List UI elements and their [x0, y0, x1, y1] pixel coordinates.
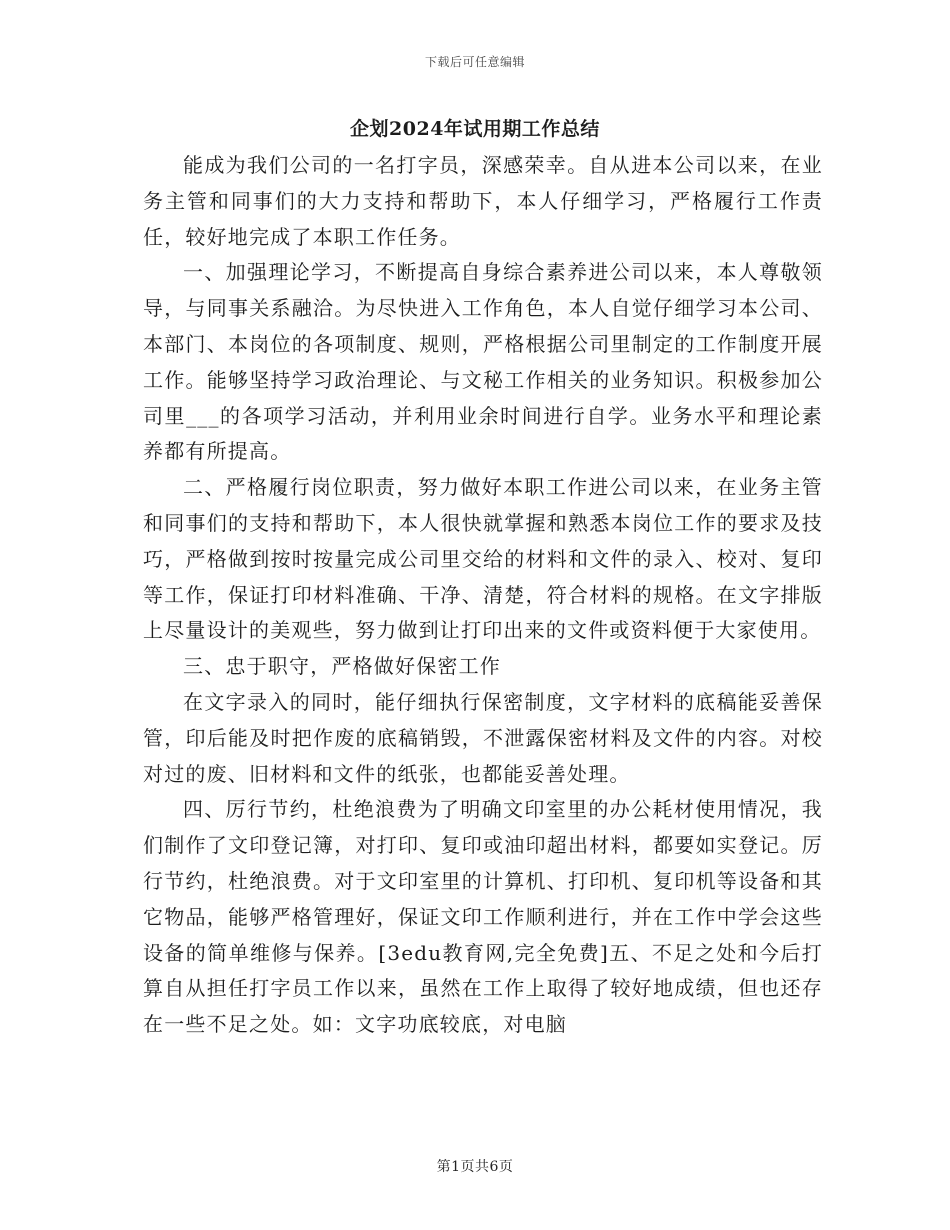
page-footer: 第1页共6页 [436, 1159, 514, 1175]
paragraph-section-3-body: 在文字录入的同时，能仔细执行保密制度，文字材料的底稿能妥善保管，印后能及时把作废的底稿销毁，不泄露保密材料及文件的内容。对校对过的废、旧材料和文件的纸张，也都能妥善处理。 [143, 689, 823, 786]
paragraph-section-4: 四、厉行节约，杜绝浪费为了明确文印室里的办公耗材使用情况，我们制作了文印登记簿，对打印、复印或油印超出材料，都要如实登记。厉行节约，杜绝浪费。对于文印室里的计算机、打印机、复印机等设备和其它物品，能够严格管理好，保证文印工作顺利进行，并在工作中学会这些设备的简单维修与保养。[3edu教育网,完全免费]五、不足之处和今后打算自从担任打字员工作以来，虽然在工作上取得了较好地成绩，但也还存在一些不足之处。如：文字功底较底，对电脑 [143, 797, 823, 1037]
paragraph-section-1: 一、加强理论学习，不断提高自身综合素养进公司以来，本人尊敬领导，与同事关系融洽。为尽快进入工作角色，本人自觉仔细学习本公司、本部门、本岗位的各项制度、规则，严格根据公司里制定的工作制度开展工作。能够坚持学习政治理论、与文秘工作相关的业务知识。积极参加公司里___的各项学习活动，并利用业余时间进行自学。业务水平和理论素养都有所提高。 [143, 260, 823, 464]
paragraph-section-2: 二、严格履行岗位职责，努力做好本职工作进公司以来，在业务主管和同事们的支持和帮助下，本人很快就掌握和熟悉本岗位工作的要求及技巧，严格做到按时按量完成公司里交给的材料和文件的录入、校对、复印等工作，保证打印材料准确、干净、清楚，符合材料的规格。在文字排版上尽量设计的美观些，努力做到让打印出来的文件或资料便于大家使用。 [143, 475, 823, 643]
paragraph-section-3-heading: 三、忠于职守，严格做好保密工作 [183, 654, 501, 679]
header-note: 下载后可任意编辑 [424, 55, 525, 69]
paragraph-intro: 能成为我们公司的一名打字员，深感荣幸。自从进本公司以来，在业务主管和同事们的大力支持和帮助下，本人仔细学习，严格履行工作责任，较好地完成了本职工作任务。 [143, 153, 823, 249]
document-title: 企划2024年试用期工作总结 [350, 118, 600, 140]
document-body [143, 148, 823, 1043]
